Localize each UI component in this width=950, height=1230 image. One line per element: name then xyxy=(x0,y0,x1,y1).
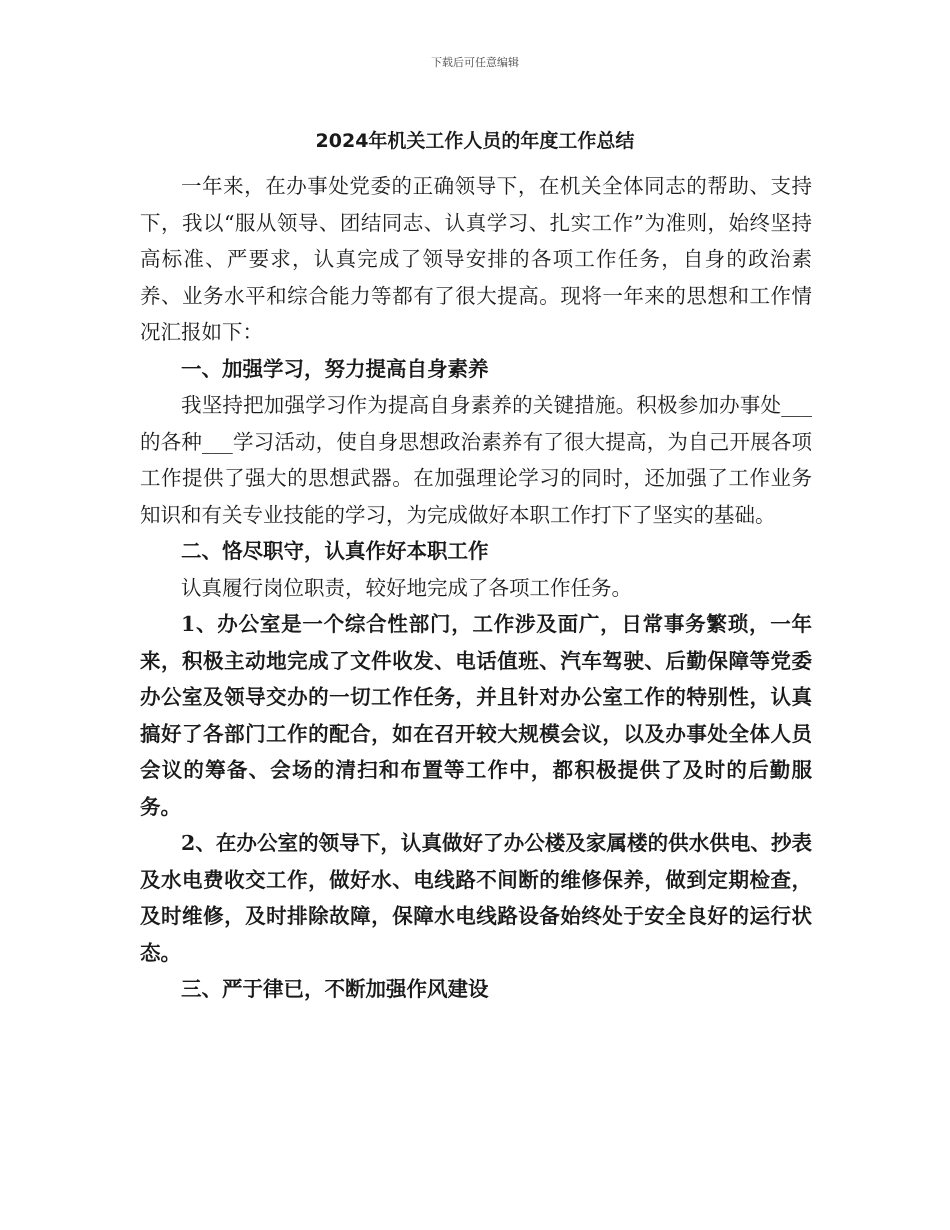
section-2-intro: 认真履行岗位职责，较好地完成了各项工作任务。 xyxy=(181,575,632,600)
section-1-paragraph: 我坚持把加强学习作为提高自身素养的关键措施。积极参加办事处___的各种___学习活动，使自身思想政治素养有了很大提高，为自己开展各项工作提供了强大的思想武器。在加强理论学习的同时，还加强了工作业务知识和有关专业技能的学习，为完成做好本职工作打下了坚实的基础。 xyxy=(140,393,812,527)
intro-paragraph: 一年来，在办事处党委的正确领导下，在机关全体同志的帮助、支持下，我以“服从领导、团结同志、认真学习、扎实工作”为准则，始终坚持高标准、严要求，认真完成了领导安排的各项工作任务，自身的政治素养、业务水平和综合能力等都有了很大提高。现将一年来的思想和工作情况汇报如下： xyxy=(140,174,812,344)
section-heading-1: 一、加强学习，努力提高自身素养 xyxy=(181,356,489,381)
document-body xyxy=(140,168,812,1008)
section-heading-2: 二、恪尽职守，认真作好本职工作 xyxy=(181,539,489,563)
section-2-item-1: 1、办公室是一个综合性部门，工作涉及面广，日常事务繁琐，一年来，积极主动地完成了文件收发、电话值班、汽车驾驶、后勤保障等党委办公室及领导交办的一切工作任务，并且针对办公室工作的特别性，认真搞好了各部门工作的配合，如在召开较大规模会议，以及办事处全体人员会议的筹备、会场的清扫和布置等工作中，都积极提供了及时的后勤服务。 xyxy=(140,612,812,819)
section-heading-3: 三、严于律已，不断加强作风建设 xyxy=(181,977,489,1001)
section-2-item-2: 2、在办公室的领导下，认真做好了办公楼及家属楼的供水供电、抄表及水电费收交工作，做好水、电线路不间断的维修保养，做到定期检查，及时维修，及时排除故障，保障水电线路设备始终处于安全良好的运行状态。 xyxy=(140,831,812,965)
header-note: 下载后可任意编辑 xyxy=(431,56,519,69)
document-title: 2024年机关工作人员的年度工作总结 xyxy=(315,130,635,152)
